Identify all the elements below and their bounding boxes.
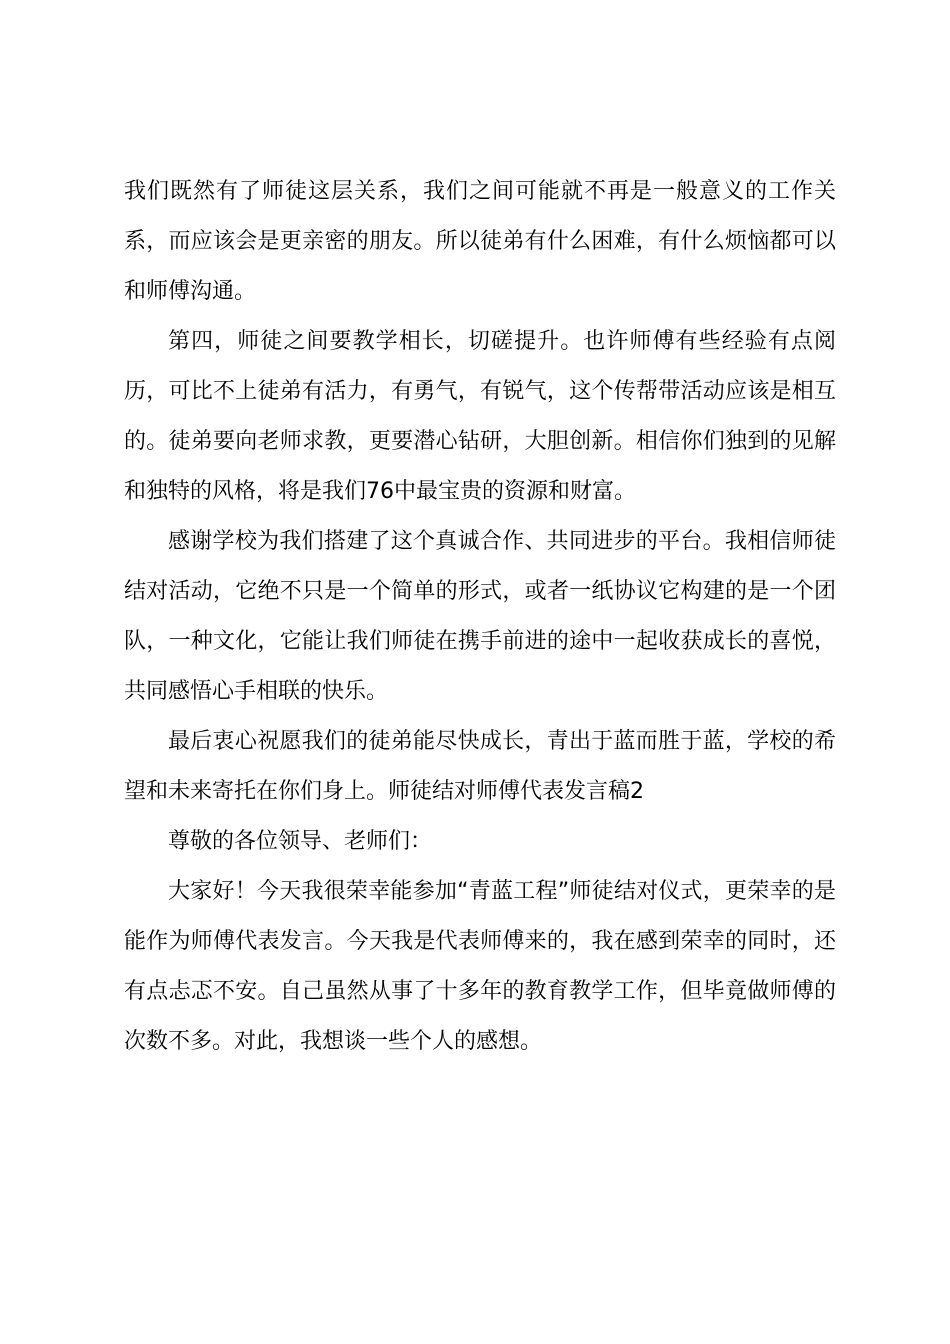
paragraph-1: 我们既然有了师徒这层关系，我们之间可能就不再是一般意义的工作关系，而应该会是更亲密的朋友。所以徒弟有什么困难，有什么烦恼都可以和师傅沟通。 (124, 179, 836, 304)
paragraph-3: 感谢学校为我们搭建了这个真诚合作、共同进步的平台。我相信师徒结对活动，它绝不只是一个简单的形式，或者一纸协议它构建的是一个团队，一种文化，它能让我们师徒在携手前进的途中一起收获成长的喜悦，共同感悟心手相联的快乐。 (124, 529, 836, 704)
salutation-paragraph: 尊敬的各位领导、老师们： (168, 829, 433, 854)
paragraph-2: 第四，师徒之间要教学相长，切磋提升。也许师傅有些经验有点阅历，可比不上徒弟有活力，有勇气，有锐气，这个传帮带活动应该是相互的。徒弟要向老师求教，更要潜心钻研，大胆创新。相信你们独到的见解和独特的风格，将是我们76中最宝贵的资源和财富。 (124, 329, 836, 504)
paragraph-6: 大家好！今天我很荣幸能参加“青蓝工程”师徒结对仪式，更荣幸的是能作为师傅代表发言。今天我是代表师傅来的，我在感到荣幸的同时，还有点忐忑不安。自己虽然从事了十多年的教育教学工作，但毕竟做师傅的次数不多。对此，我想谈一些个人的感想。 (124, 879, 836, 1054)
paragraph-4: 最后衷心祝愿我们的徒弟能尽快成长，青出于蓝而胜于蓝，学校的希望和未来寄托在你们身上。师徒结对师傅代表发言稿2 (124, 729, 836, 804)
document-body (124, 167, 836, 1067)
